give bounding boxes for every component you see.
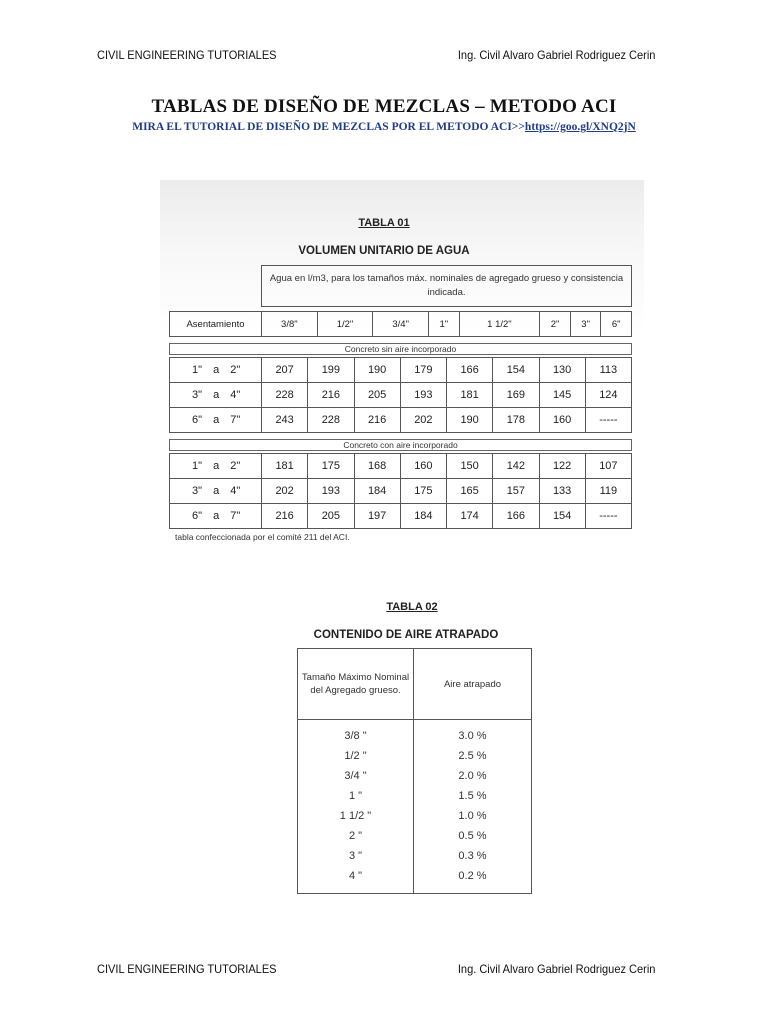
size-item: 3/8 " bbox=[344, 730, 367, 742]
table-cell: 166 bbox=[447, 358, 493, 383]
row-label: 6" a 7" bbox=[170, 408, 262, 433]
band-con-aire: Concreto con aire incorporado bbox=[169, 439, 632, 451]
size-item: 1/2 " bbox=[344, 750, 367, 762]
table-cell: 228 bbox=[262, 383, 308, 408]
table-cell: 205 bbox=[354, 383, 400, 408]
air-value-item: 1.0 % bbox=[458, 810, 487, 822]
column-header-size: 2" bbox=[540, 312, 571, 337]
table-cell: 154 bbox=[539, 504, 585, 529]
size-item: 3 " bbox=[348, 850, 363, 862]
tabla-01-column-headers bbox=[169, 311, 632, 337]
table-cell: 197 bbox=[354, 504, 400, 529]
table-row bbox=[170, 454, 632, 479]
table-cell: 122 bbox=[539, 454, 585, 479]
air-value-item: 1.5 % bbox=[458, 790, 487, 802]
column-header-asentamiento: Asentamiento bbox=[170, 312, 262, 337]
table-cell: 216 bbox=[308, 383, 354, 408]
table-cell: 145 bbox=[539, 383, 585, 408]
footer-right: Ing. Civil Alvaro Gabriel Rodriguez Cerin bbox=[457, 962, 656, 976]
column-header-size: 3/4" bbox=[373, 312, 429, 337]
footer-left: CIVIL ENGINEERING TUTORIALES bbox=[97, 962, 277, 976]
table-row bbox=[170, 479, 632, 504]
tabla-01-rows-con-aire bbox=[169, 453, 632, 529]
table-cell: 168 bbox=[354, 454, 400, 479]
table-cell: ----- bbox=[585, 504, 631, 529]
size-item: 4 " bbox=[348, 870, 363, 882]
size-item: 2 " bbox=[348, 830, 363, 842]
table-cell: 119 bbox=[585, 479, 631, 504]
row-label: 1" a 2" bbox=[170, 358, 262, 383]
air-value-item: 2.0 % bbox=[458, 770, 487, 782]
table-cell: 165 bbox=[447, 479, 493, 504]
table-row bbox=[170, 504, 632, 529]
size-item: 1 " bbox=[348, 790, 363, 802]
table-cell: 205 bbox=[308, 504, 354, 529]
document-title: TABLAS DE DISEÑO DE MEZCLAS – METODO ACI bbox=[151, 96, 617, 117]
header-right: Ing. Civil Alvaro Gabriel Rodriguez Cerin bbox=[457, 48, 656, 62]
table-cell: ----- bbox=[585, 408, 631, 433]
column-header-size: 3/8" bbox=[262, 312, 318, 337]
tabla-02-values bbox=[414, 720, 532, 894]
table-cell: 228 bbox=[308, 408, 354, 433]
tabla-02-sizes bbox=[298, 720, 414, 894]
table-cell: 175 bbox=[308, 454, 354, 479]
table-cell: 193 bbox=[400, 383, 446, 408]
page-footer bbox=[97, 962, 655, 976]
table-cell: 160 bbox=[539, 408, 585, 433]
subtitle-text: MIRA EL TUTORIAL DE DISEÑO DE MEZCLAS POR EL METODO ACI>> bbox=[132, 121, 525, 133]
table-cell: 133 bbox=[539, 479, 585, 504]
tabla-02-heading: CONTENIDO DE AIRE ATRAPADO bbox=[313, 629, 499, 641]
table-cell: 124 bbox=[585, 383, 631, 408]
column-header-size: 1 1/2" bbox=[459, 312, 540, 337]
table-cell: 216 bbox=[354, 408, 400, 433]
table-cell: 142 bbox=[493, 454, 539, 479]
size-item: 3/4 " bbox=[344, 770, 367, 782]
table-cell: 243 bbox=[262, 408, 308, 433]
column-header-size: 6" bbox=[601, 312, 632, 337]
table-cell: 193 bbox=[308, 479, 354, 504]
table-cell: 157 bbox=[493, 479, 539, 504]
tabla-01-rows-sin-aire bbox=[169, 357, 632, 433]
row-label: 3" a 4" bbox=[170, 479, 262, 504]
band-sin-aire: Concreto sin aire incorporado bbox=[169, 343, 632, 355]
table-cell: 150 bbox=[447, 454, 493, 479]
row-label: 1" a 2" bbox=[170, 454, 262, 479]
table-cell: 175 bbox=[400, 479, 446, 504]
column-header-size: 1" bbox=[429, 312, 460, 337]
table-cell: 130 bbox=[539, 358, 585, 383]
table-cell: 160 bbox=[400, 454, 446, 479]
table-cell: 199 bbox=[308, 358, 354, 383]
table-cell: 174 bbox=[447, 504, 493, 529]
air-value-item: 2.5 % bbox=[458, 750, 487, 762]
table-cell: 190 bbox=[354, 358, 400, 383]
tabla-02-caption: TABLA 02 bbox=[386, 601, 438, 613]
air-value-item: 0.3 % bbox=[458, 850, 487, 862]
air-value-item: 3.0 % bbox=[458, 730, 487, 742]
table-cell: 169 bbox=[493, 383, 539, 408]
table-cell: 154 bbox=[493, 358, 539, 383]
column-header-size: 3" bbox=[570, 312, 601, 337]
tabla-01-header-box: Agua en l/m3, para los tamaños máx. nominales de agregado grueso y consistencia indicada. bbox=[261, 265, 632, 307]
table-cell: 181 bbox=[262, 454, 308, 479]
row-label: 6" a 7" bbox=[170, 504, 262, 529]
tabla-01-heading: VOLUMEN UNITARIO DE AGUA bbox=[298, 245, 470, 257]
document-subtitle bbox=[0, 121, 768, 133]
size-item: 1 1/2 " bbox=[339, 810, 372, 822]
tabla-01-note: tabla confeccionada por el comité 211 del ACI. bbox=[175, 532, 350, 542]
table-row bbox=[170, 408, 632, 433]
table-cell: 107 bbox=[585, 454, 631, 479]
air-value-item: 0.2 % bbox=[458, 870, 487, 882]
row-label: 3" a 4" bbox=[170, 383, 262, 408]
air-value-item: 0.5 % bbox=[458, 830, 487, 842]
table-cell: 202 bbox=[400, 408, 446, 433]
table-cell: 113 bbox=[585, 358, 631, 383]
tabla-02-col2-header: Aire atrapado bbox=[414, 649, 532, 720]
table-cell: 202 bbox=[262, 479, 308, 504]
table-cell: 178 bbox=[493, 408, 539, 433]
table-cell: 216 bbox=[262, 504, 308, 529]
tabla-02-col1-header: Tamaño Máximo Nominal del Agregado grueso. bbox=[298, 649, 414, 720]
table-cell: 190 bbox=[447, 408, 493, 433]
table-cell: 184 bbox=[354, 479, 400, 504]
table-row bbox=[170, 383, 632, 408]
tabla-01-caption: TABLA 01 bbox=[358, 217, 410, 229]
column-header-size: 1/2" bbox=[317, 312, 373, 337]
table-cell: 207 bbox=[262, 358, 308, 383]
table-cell: 179 bbox=[400, 358, 446, 383]
table-cell: 181 bbox=[447, 383, 493, 408]
table-row bbox=[170, 358, 632, 383]
page-header bbox=[97, 48, 655, 62]
table-cell: 166 bbox=[493, 504, 539, 529]
tutorial-link[interactable]: https://goo.gl/XNQ2jN bbox=[524, 121, 636, 133]
header-left: CIVIL ENGINEERING TUTORIALES bbox=[97, 48, 277, 62]
tabla-02 bbox=[297, 648, 532, 894]
table-cell: 184 bbox=[400, 504, 446, 529]
